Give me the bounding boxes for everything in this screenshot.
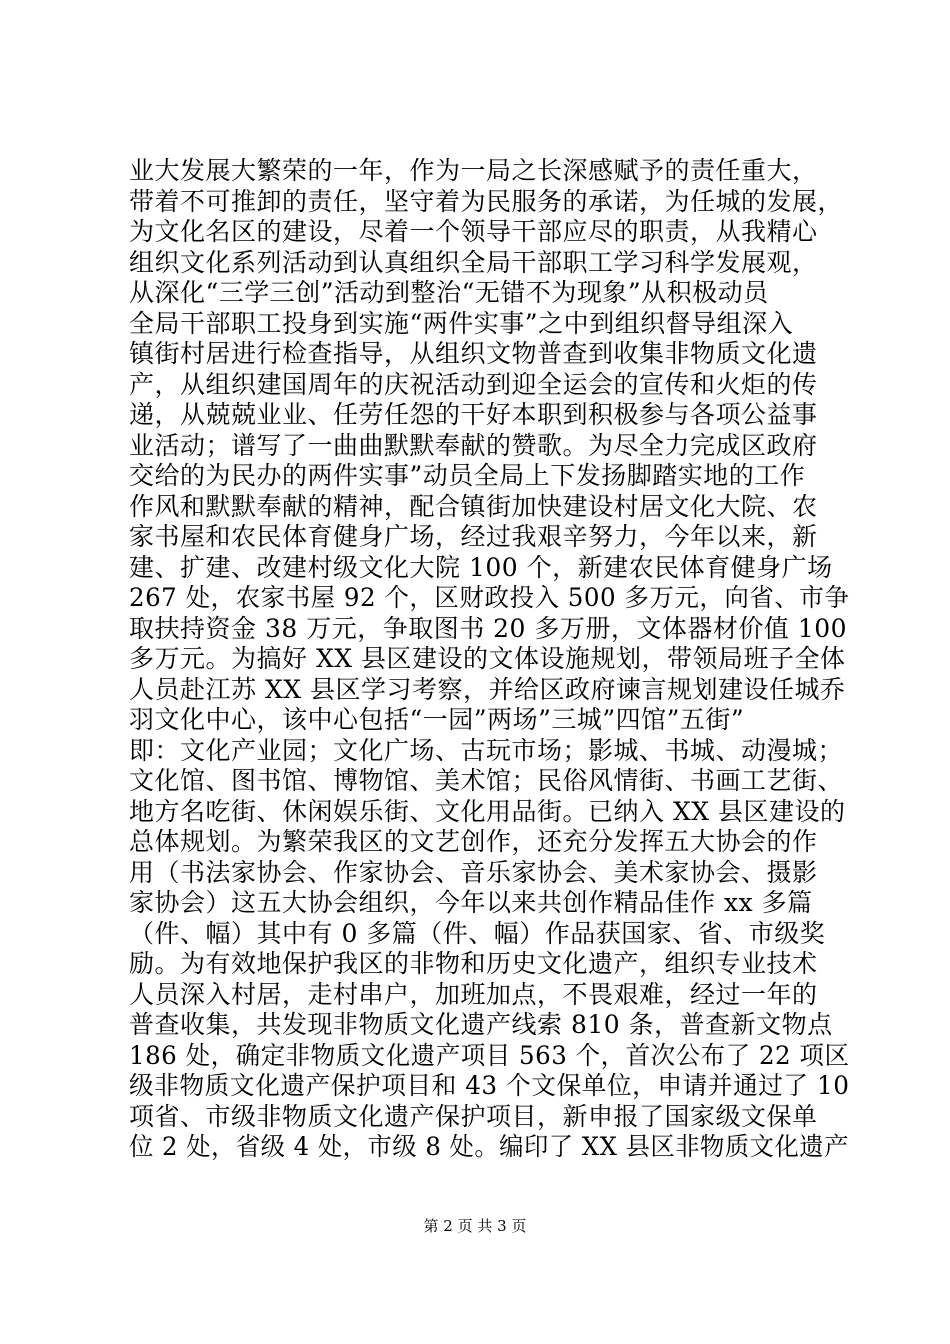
text-line: 普查收集，共发现非物质文化遗产线索 810 条，普查新文物点 (129, 1010, 833, 1039)
text-line: 项省、市级非物质文化遗产保护项目，新申报了国家级文保单 (129, 1101, 818, 1131)
text-line: 文化馆、图书馆、博物馆、美术馆；民俗风情街、书画工艺街、 (129, 766, 844, 795)
text-line: 镇街村居进行检查指导，从组织文物普查到收集非物质文化遗 (129, 339, 818, 368)
body-text (129, 156, 849, 1163)
text-line: 为文化名区的建设，尽着一个领导干部应尽的职责，从我精心 (129, 217, 818, 246)
text-line: 组织文化系列活动到认真组织全局干部职工学习科学发展观， (129, 247, 818, 277)
text-line: 人员深入村居，走村串户，加班加点，不畏艰难，经过一年的 (129, 979, 818, 1009)
text-line: 产，从组织建国周年的庆祝活动到迎全运会的宣传和火炬的传 (129, 369, 818, 399)
text-line: 业大发展大繁荣的一年，作为一局之长深感赋予的责任重大， (129, 156, 818, 185)
text-line: 用（书法家协会、作家协会、音乐家协会、美术家协会、摄影 (129, 857, 818, 887)
page-footer: 第 2 页 共 3 页 (423, 1217, 527, 1235)
text-line: 递，从兢兢业业、任劳任怨的干好本职到积极参与各项公益事 (129, 400, 818, 429)
text-line: 作风和默默奉献的精神，配合镇街加快建设村居文化大院、农 (129, 491, 818, 521)
text-line: 人员赴江苏 XX 县区学习考察，并给区政府谏言规划建设任城乔 (129, 674, 846, 704)
text-line: （件、幅）其中有 0 多篇（件、幅）作品获国家、省、市级奖 (129, 918, 826, 948)
text-line: 即：文化产业园；文化广场、古玩市场；影城、书城、动漫城； (129, 735, 844, 765)
text-line: 全局干部职工投身到实施“两件实事”之中到组织督导组深入 (129, 308, 794, 338)
text-line: 总体规划。为繁荣我区的文艺创作，还充分发挥五大协会的作 (129, 827, 818, 856)
text-line: 267 处，农家书屋 92 个，区财政投入 500 多万元，向省、市争 (129, 583, 850, 612)
text-line: 地方名吃街、休闲娱乐街、文化用品街。已纳入 XX 县区建设的 (129, 796, 846, 826)
text-line: 从深化“三学三创”活动到整治“无错不为现象”从积极动员 (129, 278, 769, 307)
text-line: 级非物质文化遗产保护项目和 43 个文保单位，申请并通过了 10 (129, 1071, 850, 1100)
text-line: 位 2 处，省级 4 处，市级 8 处。编印了 XX 县区非物质文化遗产 (129, 1132, 849, 1161)
text-line: 家书屋和农民体育健身广场，经过我艰辛努力，今年以来，新 (129, 522, 818, 551)
text-line: 交给的为民办的两件实事”动员全局上下发扬脚踏实地的工作 (129, 461, 806, 490)
text-line: 186 处，确定非物质文化遗产项目 563 个，首次公布了 22 项区 (129, 1040, 850, 1070)
text-line: 励。为有效地保护我区的非物和历史文化遗产，组织专业技术 (129, 949, 818, 978)
text-line: 多万元。为搞好 XX 县区建设的文体设施规划，带领局班子全体 (129, 644, 846, 673)
text-line: 家协会）这五大协会组织，今年以来共创作精品佳作 xx 多篇 (129, 888, 813, 917)
text-line: 羽文化中心，该中心包括“一园”两场”三城”四馆”五街” (129, 705, 745, 734)
text-line: 带着不可推卸的责任，坚守着为民服务的承诺，为任城的发展， (129, 186, 844, 216)
text-line: 业活动；谱写了一曲曲默默奉献的赞歌。为尽全力完成区政府 (129, 430, 818, 460)
text-line: 取扶持资金 38 万元，争取图书 20 多万册，文体器材价值 100 (129, 613, 848, 643)
text-line: 建、扩建、改建村级文化大院 100 个，新建农民体育健身广场 (129, 552, 833, 582)
